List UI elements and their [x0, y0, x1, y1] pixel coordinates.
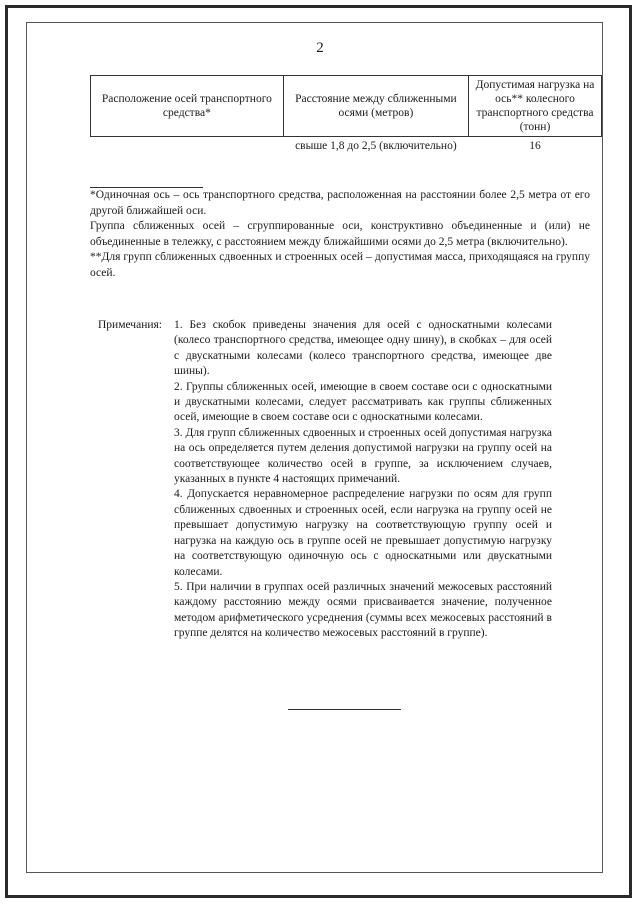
notes-label: Примечания: [98, 319, 162, 331]
note-item: 2. Группы сближенных осей, имеющие в своем составе оси с односкатными и двускатными колесами, следует рассматривать как группы сближенных осей, имеющие в своем составе оси с односкатными колесами. [174, 380, 552, 424]
axle-load-table [90, 75, 602, 155]
note-item: 1. Без скобок приведены значения для осей с односкатными колесами (колесо транспортного средства, имеющее одну шину), в скобках – для осей с двускатными колесами (колесо транспортного средства, имеющее две шины). [174, 319, 552, 378]
note-item: 5. При наличии в группах осей различных значений межосевых расстояний каждому расстоянию между осями присваивается значение, полученное методом арифметического усреднения (суммы всех межосевых расстояний в группе делятся на количество межосевых расстояний в группе). [174, 580, 552, 640]
note-item: 4. Допускается неравномерное распределение нагрузки по осям для групп сближенных сдвоенных и строенных осей, если нагрузка на группу осей не превышает допустимую нагрузку на соответствующую группу осей и нагрузка на каждую ось в группе осей не превышает допустимую нагрузку на соответствующую одиночную ось с односкатными или двускатными колесами. [174, 488, 552, 578]
footnote-group-mass: **Для групп сближенных сдвоенных и строенных осей – допустимая масса, приходящаяся на группу осей. [90, 251, 590, 279]
header-axle-distance: Расстояние между сближенными осями (метров) [283, 76, 468, 137]
table-cell: 16 [529, 140, 541, 152]
note-item: 3. Для групп сближенных сдвоенных и строенных осей допустимая нагрузка на ось определяется путем деления допустимой нагрузки на группу осей на соответствующее количество осей в группе, за исключением случаев, указанных в пункте 4 настоящих примечаний. [174, 426, 552, 486]
table-header-row [91, 76, 602, 137]
footnotes [90, 188, 590, 282]
header-permitted-load: Допустимая нагрузка на ось** колесного транспортного средства (тонн) [468, 76, 601, 137]
table-cell [91, 137, 284, 156]
footnote-axle-group: Группа сближенных осей – сгруппированные оси, конструктивно объединенные и (или) не объединенные в тележку, с расстоянием между ближайшими осями до 2,5 метра (включительно). [90, 220, 590, 248]
footnote-single-axle: *Одиночная ось – ось транспортного средства, расположенная на расстоянии более 2,5 метра от его другой ближайшей оси. [90, 189, 590, 217]
table-row [91, 137, 602, 156]
table-cell: свыше 1,8 до 2,5 (включительно) [295, 140, 457, 152]
end-separator [288, 709, 401, 710]
notes-list [174, 318, 552, 642]
page-number: 2 [316, 40, 324, 56]
header-axle-location: Расположение осей транспортного средства* [91, 76, 284, 137]
